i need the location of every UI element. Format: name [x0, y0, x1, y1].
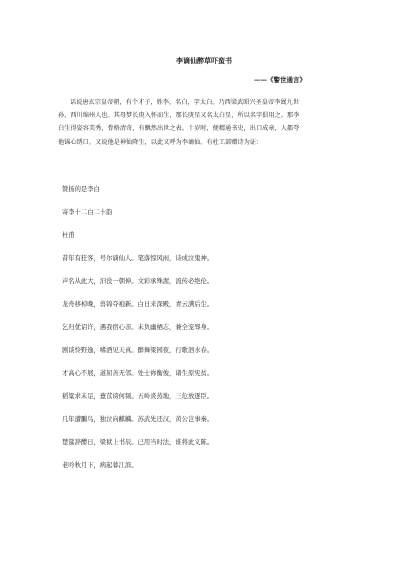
poem-title: 寄李十二白二十韵: [62, 209, 113, 216]
poem-caption: 赞扬的是李白: [62, 186, 100, 193]
poem-verse-line: 老吟秋月下，病起暮江滨。: [62, 462, 138, 469]
poem-verse-line: 龙舟移棹晚，兽锦夺袍新。白日来深殿，青云满后尘。: [62, 301, 214, 308]
poem-verse-line: 剧谈怜野逸，嗜酒见天真。醉舞梁园夜，行歌泗水春。: [62, 347, 214, 354]
paragraph-line: 话说唐玄宗皇帝朝，有个才子，姓李，名白，字太白。乃西梁武昭兴圣皇帝李暠九世: [70, 99, 299, 106]
poem-verse-line: 才高心不展，道屈善无邻。处士祢衡俊，诸生原宪贫。: [62, 370, 214, 377]
poem-author: 杜甫: [62, 232, 75, 239]
document-title: 李谪仙醉草吓蛮书: [176, 57, 232, 65]
poem-verse-line: 楚筵辞醴日，梁狱上书辰。已用当时法，谁将此义陈。: [62, 439, 214, 446]
paragraph-line: 白生得姿容美秀，骨格清奇，有飘然出世之表。十岁时，便精通书史，出口成章，人都夸: [58, 125, 300, 133]
intro-paragraph: [58, 96, 352, 149]
poem-verse-line: 稻粱求未足，薏苡谤何频。五岭炎蒸地，三危放逐臣。: [62, 393, 214, 400]
poem-verse-line: 声名从此大，汩没一朝伸。文彩承殊渥，流传必绝伦。: [62, 278, 214, 285]
source-attribution: ——《警世通言》: [254, 76, 306, 84]
paragraph-line: 孙，西川绵州人也。其母梦长庚入怀而生，那长庚星又名太白星，所以名字俱用之。那李: [58, 112, 300, 120]
poem-verse-line: 几年遭鵩鸟，独泣向麒麟。苏武先还汉，黄公岂事秦。: [62, 416, 214, 423]
poem-verse-line: 乞归优诏许，遇我宿心亲。未负幽栖志，兼全宠辱身。: [62, 324, 214, 331]
paragraph-line: 他锦心绣口，又说他是神仙降生，以此又呼为李谪仙。有杜工部赠诗为证：: [58, 138, 263, 146]
poem-verse-line: 昔年有狂客，号尔谪仙人。笔落惊风雨，诗成泣鬼神。: [62, 255, 214, 262]
